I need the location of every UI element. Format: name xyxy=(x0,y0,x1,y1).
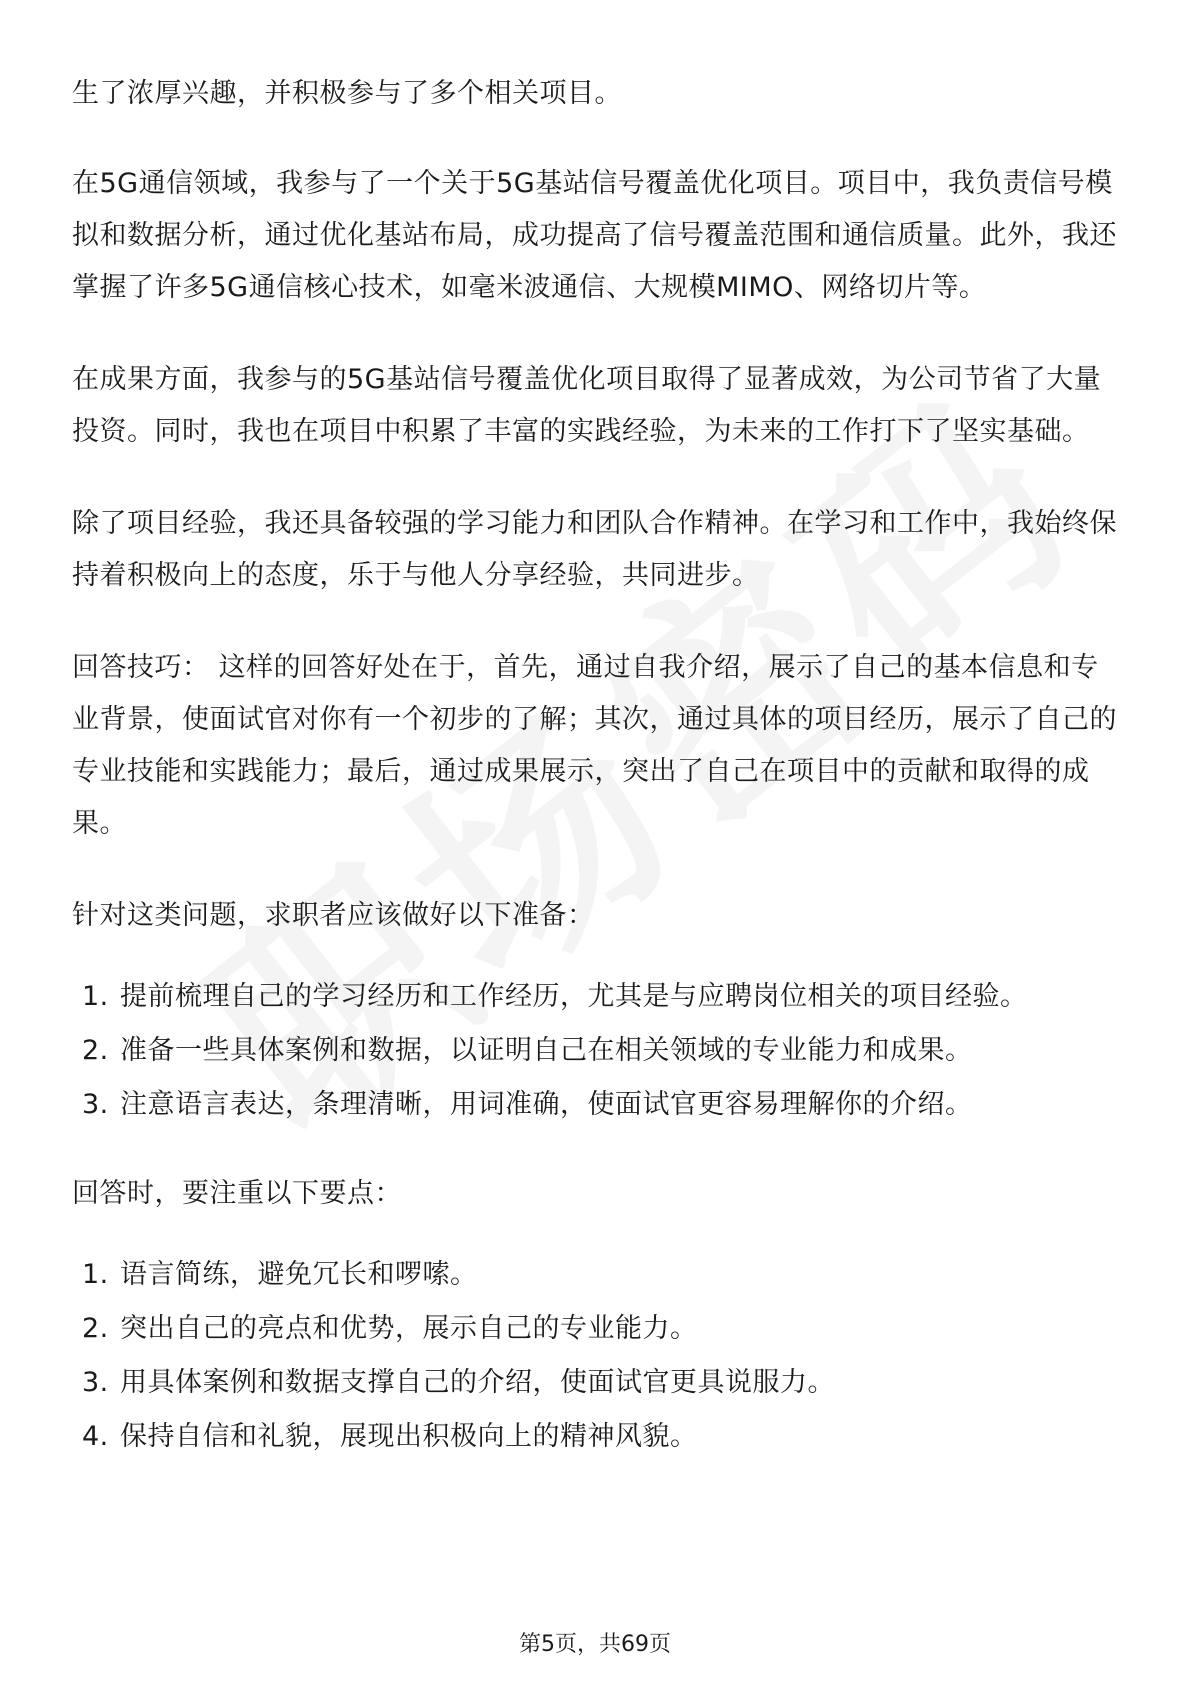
list-number: 2. xyxy=(82,1313,109,1344)
page-content xyxy=(72,68,1118,1500)
paragraph-answer-tips: 回答技巧： 这样的回答好处在于，首先，通过自我介绍，展示了自己的基本信息和专业背景，使面试官对你有一个初步的了解；其次，通过具体的项目经历，展示了自己的专业技能和实践能力；最后，通过成果展示，突出了自己在项目中的贡献和取得的成果。 xyxy=(72,652,1117,839)
list-item xyxy=(82,1024,1118,1078)
list-item xyxy=(82,1248,1118,1302)
list-number: 1. xyxy=(82,981,109,1012)
list-number: 3. xyxy=(82,1367,109,1398)
paragraph-achievements: 在成果方面，我参与的5G基站信号覆盖优化项目取得了显著成效，为公司节省了大量投资。同时，我也在项目中积累了丰富的实践经验，为未来的工作打下了坚实基础。 xyxy=(72,364,1102,447)
list-text: 提前梳理自己的学习经历和工作经历，尤其是与应聘岗位相关的项目经验。 xyxy=(120,981,1028,1012)
list-number: 4. xyxy=(82,1421,109,1452)
list-text: 准备一些具体案例和数据，以证明自己在相关领域的专业能力和成果。 xyxy=(120,1035,973,1066)
list-item xyxy=(82,1356,1118,1410)
list-item xyxy=(82,1302,1118,1356)
paragraph-abilities: 除了项目经验，我还具备较强的学习能力和团队合作精神。在学习和工作中，我始终保持着积极向上的态度，乐于与他人分享经验，共同进步。 xyxy=(72,508,1117,591)
prep-list xyxy=(72,970,1118,1132)
list-number: 3. xyxy=(82,1089,109,1120)
list-number: 1. xyxy=(82,1259,109,1290)
page-number-footer: 第5页，共69页 xyxy=(519,1632,671,1657)
list-text: 语言简练，避免冗长和啰嗦。 xyxy=(120,1259,478,1290)
points-list xyxy=(72,1248,1118,1464)
list-item xyxy=(82,1078,1118,1132)
list-number: 2. xyxy=(82,1035,109,1066)
list-text: 用具体案例和数据支撑自己的介绍，使面试官更具说服力。 xyxy=(120,1367,835,1398)
paragraph-5g-project: 在5G通信领域，我参与了一个关于5G基站信号覆盖优化项目。项目中，我负责信号模拟和数据分析，通过优化基站布局，成功提高了信号覆盖范围和通信质量。此外，我还掌握了许多5G通信核心技术，如毫米波通信、大规模MIMO、网络切片等。 xyxy=(72,168,1117,303)
paragraph-prep-intro: 针对这类问题，求职者应该做好以下准备： xyxy=(72,900,595,931)
list-text: 注意语言表达，条理清晰，用词准确，使面试官更容易理解你的介绍。 xyxy=(120,1089,973,1120)
list-item xyxy=(82,1410,1118,1464)
list-text: 保持自信和礼貌，展现出积极向上的精神风貌。 xyxy=(120,1421,698,1452)
paragraph-continuation: 生了浓厚兴趣，并积极参与了多个相关项目。 xyxy=(72,78,622,109)
list-item xyxy=(82,970,1118,1024)
paragraph-points-intro: 回答时，要注重以下要点： xyxy=(72,1178,402,1209)
list-text: 突出自己的亮点和优势，展示自己的专业能力。 xyxy=(120,1313,698,1344)
